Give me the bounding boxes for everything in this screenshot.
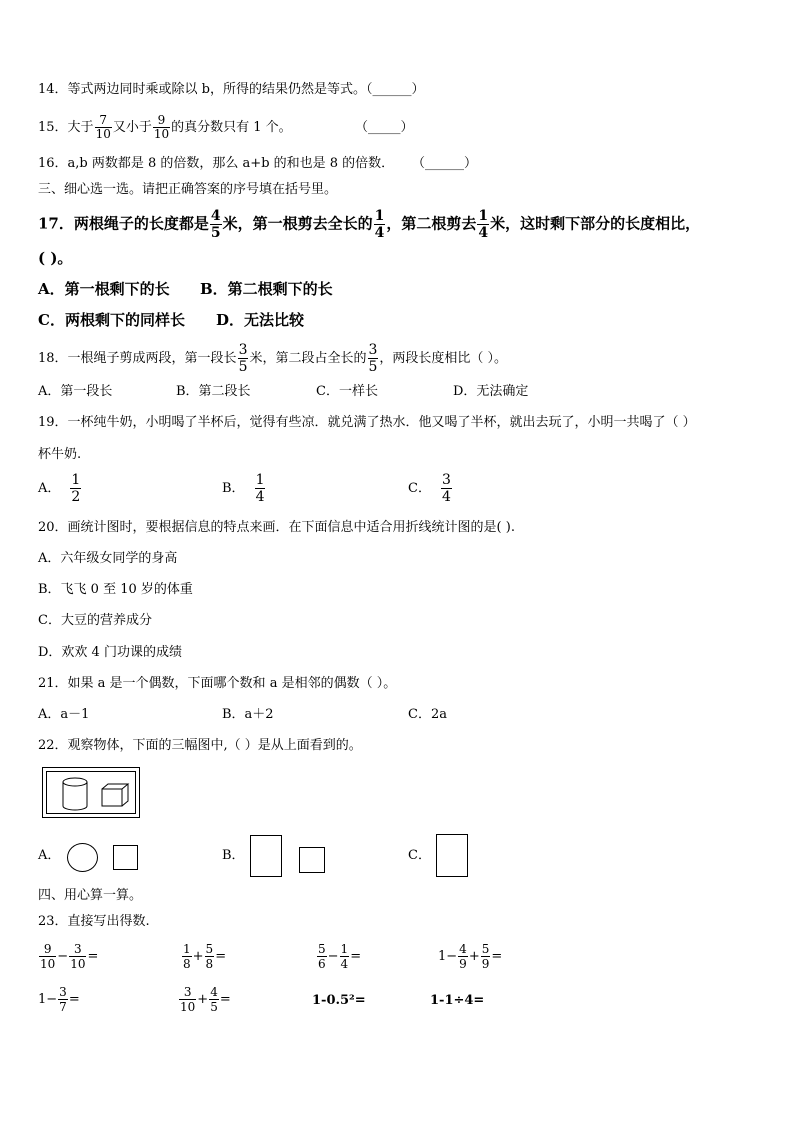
question-number: 15． [38,120,68,135]
section-heading: 三、细心选一选。请把正确答案的序号填在括号里。 [38,182,338,197]
circle-icon [67,843,98,872]
question-text: 直接写出得数. [67,914,150,929]
question-number: 22． [38,738,68,753]
question-number: 17． [38,214,74,233]
fraction: $\frac{1}{4}$ [478,208,489,241]
option-a[interactable]: A．a－1 [38,707,90,722]
question-text: 如果 a 是一个偶数，下面哪个数和 a 是相邻的偶数（ ）。 [67,676,397,691]
option-a[interactable]: A．第一根剩下的长 [38,280,170,298]
question-22 [38,736,362,756]
objects-figure [42,767,140,818]
fraction: $\frac{3}{7}$ [59,985,67,1014]
question-16 [38,154,394,174]
question-text: 一杯纯牛奶，小明喝了半杯后，觉得有些凉．就兑满了热水．他又喝了半杯，就出去玩了，小明一共喝了（ ） [67,415,696,430]
square-icon [299,847,325,873]
question-text: 米，这时剩下部分的长度相比， [490,214,701,233]
question-19 [38,413,696,433]
cube-icon [100,782,132,808]
question-18 [38,342,507,375]
question-text: 观察物体，下面的三幅图中,（ ）是从上面看到的。 [67,738,362,753]
fraction: $\frac{3}{4}$ [441,472,451,505]
fraction: $\frac{9}{10}$ [153,113,170,141]
square-icon [113,845,138,870]
answer-paren: ( )。 [38,249,73,267]
expression-3: $\frac{5}{6}$ − $\frac{1}{4}$ = [318,942,362,971]
question-number: 18． [38,351,68,366]
option-a[interactable]: A． $\frac{1}{2}$ [38,472,81,505]
option-b[interactable]: B．第二根剩下的长 [200,280,333,298]
option-a[interactable]: A．第一段长 [38,384,113,399]
fraction: $\frac{1}{4}$ [374,208,385,241]
expression-5: 1− $\frac{3}{7}$ = [38,985,80,1014]
fraction: $\frac{4}{9}$ [459,942,467,971]
question-number: 19． [38,415,68,430]
question-23 [38,912,150,932]
question-text: 两根绳子的长度都是 [73,214,209,233]
section-heading: 四、用心算一算。 [38,888,143,903]
fraction: $\frac{4}{5}$ [210,985,218,1014]
fraction: $\frac{5}{6}$ [318,942,326,971]
fraction: $\frac{3}{10}$ [180,985,196,1014]
question-text: 等式两边同时乘或除以 b，所得的结果仍然是等式。（______） [67,82,425,97]
fraction: $\frac{1}{8}$ [183,942,191,971]
option-a[interactable]: A．六年级女同学的身高 [38,551,178,566]
question-text: 画统计图时，要根据信息的特点来画．在下面信息中适合用折线统计图的是( ). [67,520,515,535]
question-14 [38,80,425,100]
fraction: $\frac{3}{5}$ [368,342,378,375]
expression-2: $\frac{1}{8}$ + $\frac{5}{8}$ = [183,942,227,971]
question-20 [38,518,515,538]
fraction: $\frac{3}{10}$ [70,942,86,971]
question-number: 14． [38,82,68,97]
question-17 [38,208,700,241]
question-number: 20． [38,520,68,535]
question-21 [38,674,396,694]
question-text: 又小于 [112,120,152,135]
question-15 [38,114,292,141]
option-c[interactable]: C．2a [408,707,447,722]
fraction: $\frac{1}{4}$ [340,942,349,971]
option-c[interactable]: C．一样长 [316,384,378,399]
option-c[interactable]: C． $\frac{3}{4}$ [408,472,451,505]
option-d[interactable]: D．无法确定 [453,384,529,399]
answer-blank[interactable]: （______） [412,156,478,171]
option-d[interactable]: D．欢欢 4 门功课的成绩 [38,645,182,660]
question-text: ，第二根剪去 [386,214,477,233]
question-number: 16． [38,156,68,171]
expression-4: 1− $\frac{4}{9}$ + $\frac{5}{9}$ = [438,942,503,971]
fraction: $\frac{4}{5}$ [210,208,221,241]
cylinder-icon [60,776,90,812]
fraction: $\frac{3}{5}$ [238,342,248,375]
expression-8: 1-1÷4= [430,993,485,1008]
fraction: $\frac{5}{8}$ [205,942,214,971]
fraction: $\frac{7}{10}$ [95,113,111,141]
option-a[interactable]: A． [38,848,61,863]
option-b[interactable]: B．飞飞 0 至 10 岁的体重 [38,582,193,597]
option-d[interactable]: D．无法比较 [216,311,305,329]
option-b[interactable]: B． $\frac{1}{4}$ [222,472,265,505]
option-b[interactable]: B．第二段长 [176,384,251,399]
question-number: 21． [38,676,68,691]
question-text: 一根绳子剪成两段，第一段长 [67,351,237,366]
expression-7: 1-0.5²= [312,993,366,1008]
option-c[interactable]: C．大豆的营养成分 [38,613,152,628]
question-text: 米，第一根剪去全长的 [222,214,373,233]
question-text: ，两段长度相比（ ）。 [379,351,508,366]
question-text: 杯牛奶. [38,447,82,462]
option-c[interactable]: C．两根剩下的同样长 [38,311,185,329]
rectangle-icon [436,834,468,877]
fraction: $\frac{5}{9}$ [481,942,490,971]
question-text: 的真分数只有 1 个。 [171,120,292,135]
answer-blank[interactable]: （_____） [355,120,414,135]
fraction: $\frac{1}{2}$ [71,472,81,505]
fraction: $\frac{1}{4}$ [255,472,265,505]
rectangle-icon [250,835,282,877]
expression-1: $\frac{9}{10}$ − $\frac{3}{10}$ = [40,942,99,971]
question-text: 大于 [67,120,94,135]
option-c[interactable]: C． [408,848,431,863]
option-b[interactable]: B． [222,848,245,863]
question-number: 23． [38,914,68,929]
fraction: $\frac{9}{10}$ [40,942,56,971]
question-text: 米，第二段占全长的 [249,351,367,366]
question-text: a,b 两数都是 8 的倍数，那么 a+b 的和也是 8 的倍数． [67,156,395,171]
option-b[interactable]: B．a＋2 [222,707,274,722]
expression-6: $\frac{3}{10}$ + $\frac{4}{5}$ = [180,985,231,1014]
